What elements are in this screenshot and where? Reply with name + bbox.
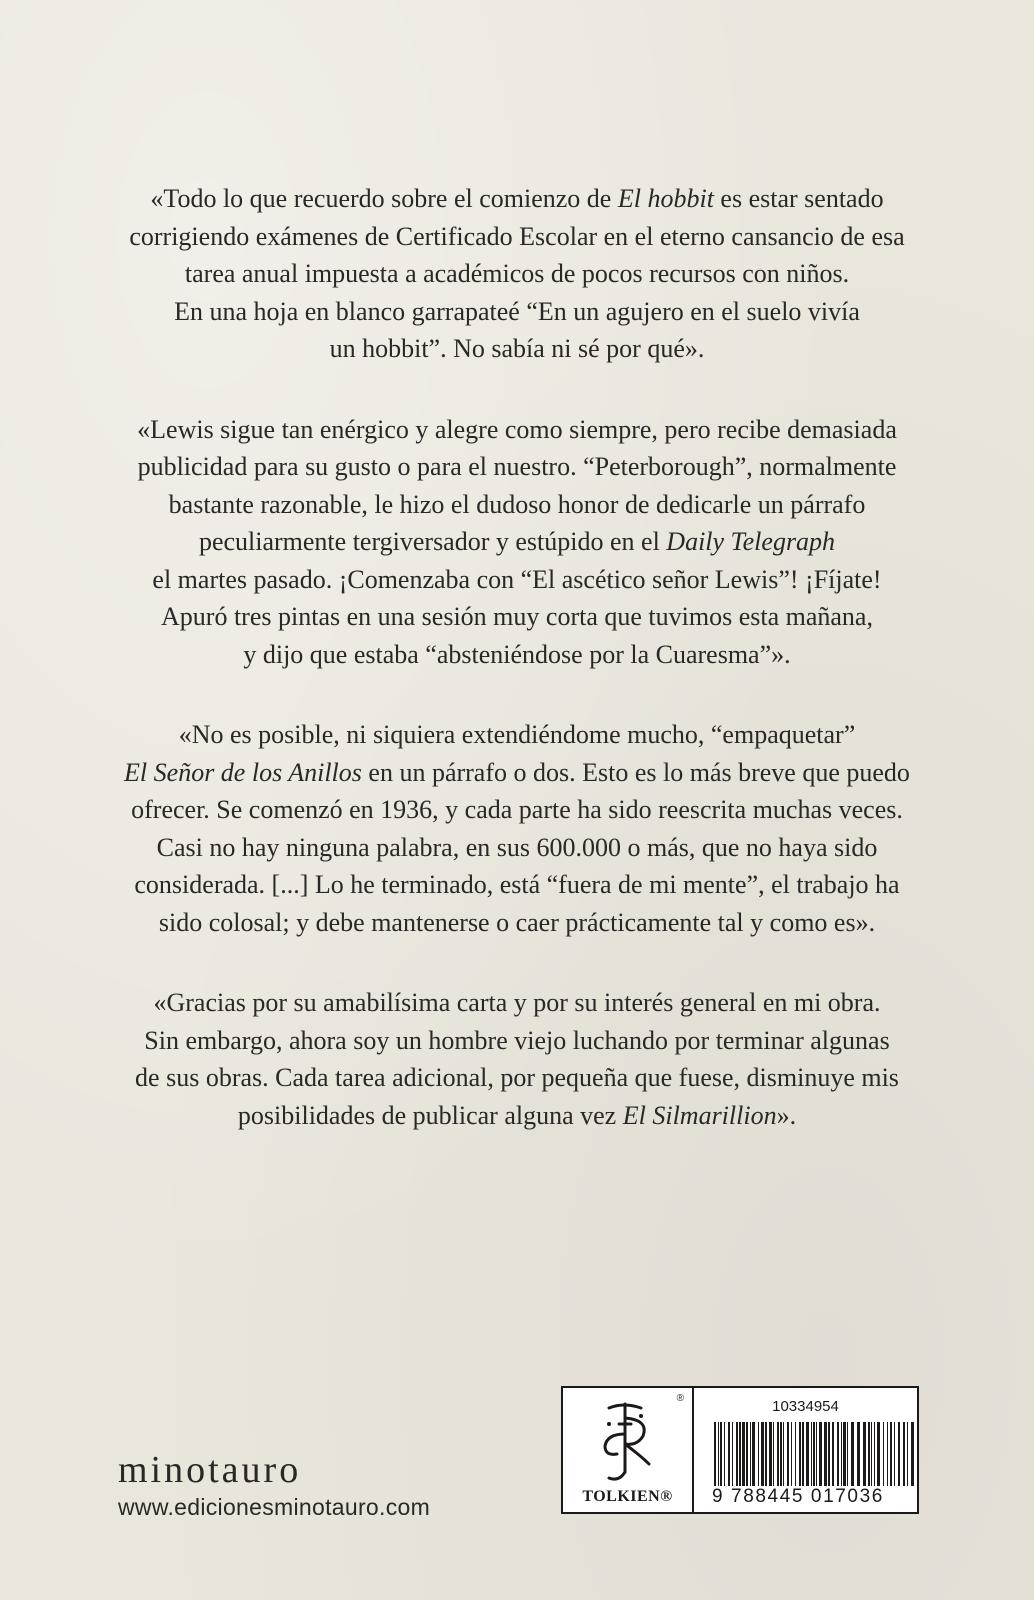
quote-line xyxy=(70,218,964,256)
quote-text: posibilidades de publicar alguna vez xyxy=(237,1100,623,1130)
barcode-bars xyxy=(714,1422,914,1486)
barcode-bar xyxy=(828,1422,830,1486)
barcode-bar xyxy=(816,1422,817,1486)
barcode-bar xyxy=(739,1422,741,1486)
barcode-bar xyxy=(769,1422,772,1486)
barcode-bar xyxy=(802,1422,804,1486)
barcode-bar xyxy=(898,1422,900,1486)
quote-text: de sus obras. Cada tarea adicional, por pequeña que fuese, disminuye mis xyxy=(135,1063,899,1092)
barcode-bar xyxy=(795,1422,796,1486)
quote-line xyxy=(70,1059,964,1097)
quote-text: sido colosal; y debe mantenerse o caer prácticamente tal y como es». xyxy=(158,907,876,937)
quote-line xyxy=(70,1022,964,1060)
quote-text: «Todo lo que recuerdo sobre el comienzo de xyxy=(150,184,618,213)
quote-line xyxy=(70,829,964,867)
quote-line xyxy=(70,255,964,293)
quote-line xyxy=(70,791,964,829)
quote-line xyxy=(70,984,964,1022)
barcode-panel xyxy=(694,1388,917,1512)
barcode-bar xyxy=(890,1422,892,1486)
registered-mark: ® xyxy=(676,1393,684,1404)
quote-text: peculiarmente tergiversador y estúpido en el xyxy=(198,527,667,556)
barcode-bar xyxy=(728,1422,730,1486)
barcode-bar xyxy=(894,1422,895,1486)
barcode-bar xyxy=(811,1422,812,1486)
barcode-bar xyxy=(851,1422,854,1486)
barcode-bar xyxy=(903,1422,905,1486)
quote-text: Apuró tres pintas en una sesión muy corta que tuvimos esta mañana, xyxy=(161,602,873,631)
barcode-bar xyxy=(841,1422,842,1486)
barcode-bar xyxy=(761,1422,764,1486)
barcode-bar xyxy=(806,1422,809,1486)
barcode-bar xyxy=(724,1422,725,1486)
quote-text: bastante razonable, le hizo el dudoso honor de dedicarle un párrafo xyxy=(168,489,866,519)
quote-line xyxy=(70,411,964,449)
barcode-bar xyxy=(732,1422,733,1486)
barcode-bar xyxy=(832,1422,834,1486)
quote-text: tarea anual impuesta a académicos de pocos recursos con niños. xyxy=(184,259,850,288)
quote-line xyxy=(70,330,964,368)
quote-paragraph xyxy=(70,180,964,368)
barcode-bar xyxy=(718,1422,719,1486)
quote-line xyxy=(70,561,964,599)
quote-line xyxy=(70,486,964,524)
barcode-bar xyxy=(750,1422,751,1486)
quote-text: publicidad para su gusto o para el nuestro. “Peterborough”, normalmente xyxy=(137,452,897,481)
barcode-bar xyxy=(843,1422,846,1486)
barcode-bar xyxy=(765,1422,767,1486)
barcode-bar xyxy=(799,1422,801,1486)
barcode-bar xyxy=(857,1422,860,1486)
quote-text: es estar sentado xyxy=(713,184,884,213)
barcode-bar xyxy=(911,1422,914,1486)
quote-paragraph xyxy=(70,984,964,1134)
quote-paragraph xyxy=(70,411,964,674)
quote-line xyxy=(70,754,964,792)
barcode-bar xyxy=(777,1422,779,1486)
isbn-number: 9 788445 017036 xyxy=(712,1486,884,1507)
quote-text: el martes pasado. ¡Comenzaba con “El ascético señor Lewis”! ¡Fíjate! xyxy=(152,564,882,594)
quote-text: un hobbit”. No sabía ni sé por qué». xyxy=(329,334,705,363)
barcode-bar xyxy=(887,1422,888,1486)
quote-text: Casi no hay ninguna palabra, en sus 600.000 o más, que no haya sido xyxy=(156,832,878,862)
barcode-bar xyxy=(907,1422,908,1486)
quote-text: «Lewis sigue tan enérgico y alegre como siempre, pero recibe demasiada xyxy=(137,414,897,444)
barcode-bar xyxy=(863,1422,866,1486)
publisher-logo: minotauro xyxy=(118,1449,302,1491)
barcode-bar xyxy=(813,1422,815,1486)
quote-line xyxy=(70,180,964,218)
quote-text: considerada. [...] Lo he terminado, está “fuera de mi mente”, el trabajo ha xyxy=(134,870,900,899)
quote-line xyxy=(70,523,964,561)
barcode-bar xyxy=(877,1422,880,1486)
internal-code: 10334954 xyxy=(772,1398,839,1415)
quote-line xyxy=(70,598,964,636)
barcode-bar xyxy=(758,1422,759,1486)
quote-text: ofrecer. Se comenzó en 1936, y cada parte ha sido reescrita muchas veces. xyxy=(131,795,903,824)
barcode-bar xyxy=(819,1422,822,1486)
barcode-bar xyxy=(752,1422,755,1486)
quote-line xyxy=(70,293,964,331)
quote-text: corrigiendo exámenes de Certificado Escolar en el eterno cansancio de esa xyxy=(129,221,905,251)
quote-line xyxy=(70,636,964,674)
quote-text: «Gracias por su amabilísima carta y por su interés general en mi obra. xyxy=(153,988,881,1017)
barcode-bar xyxy=(742,1422,745,1486)
quote-line xyxy=(70,1097,964,1135)
barcode-bar xyxy=(773,1422,774,1486)
barcode-bar xyxy=(787,1422,789,1486)
book-title: El Señor de los Anillos xyxy=(124,757,362,787)
jrr-tolkien-monogram-icon xyxy=(579,1394,669,1486)
quote-text: Sin embargo, ahora soy un hombre viejo luchando por terminar algunas xyxy=(144,1025,890,1055)
book-title: El Silmarillion xyxy=(622,1100,777,1130)
barcode-bar xyxy=(847,1422,848,1486)
barcode-bar xyxy=(883,1422,884,1486)
quote-text: en un párrafo o dos. Esto es lo más breve que puedo xyxy=(361,757,910,787)
quote-line xyxy=(70,904,964,942)
barcode-box xyxy=(561,1386,919,1514)
barcode-bar xyxy=(720,1422,722,1486)
quote-text: y dijo que estaba “absteniéndose por la Cuaresma”». xyxy=(243,639,791,669)
barcode-bar xyxy=(780,1422,782,1486)
quote-paragraph xyxy=(70,716,964,941)
quote-line xyxy=(70,448,964,486)
quote-line xyxy=(70,716,964,754)
barcode-bar xyxy=(824,1422,827,1486)
quote-text: En una hoja en blanco garrapateé “En un agujero en el suelo vivía xyxy=(174,296,860,326)
barcode-bar xyxy=(868,1422,870,1486)
book-title: Daily Telegraph xyxy=(666,527,836,556)
barcode-bar xyxy=(871,1422,872,1486)
barcode-bar xyxy=(783,1422,784,1486)
barcode-bar xyxy=(791,1422,792,1486)
barcode-bar xyxy=(714,1422,716,1486)
barcode-bar xyxy=(736,1422,738,1486)
book-title: El hobbit xyxy=(617,184,714,213)
quotes-block xyxy=(70,180,964,1177)
publisher-website: www.edicionesminotauro.com xyxy=(118,1494,431,1520)
barcode-bar xyxy=(837,1422,839,1486)
quote-text: ». xyxy=(776,1100,797,1130)
publisher-block xyxy=(118,1448,430,1521)
tolkien-panel xyxy=(563,1388,694,1512)
barcode-bar xyxy=(746,1422,748,1486)
tolkien-label: TOLKIEN® xyxy=(582,1488,673,1505)
barcode-bar xyxy=(874,1422,875,1486)
quote-line xyxy=(70,866,964,904)
quote-text: «No es posible, ni siquiera extendiéndome mucho, “empaquetar” xyxy=(178,720,856,749)
